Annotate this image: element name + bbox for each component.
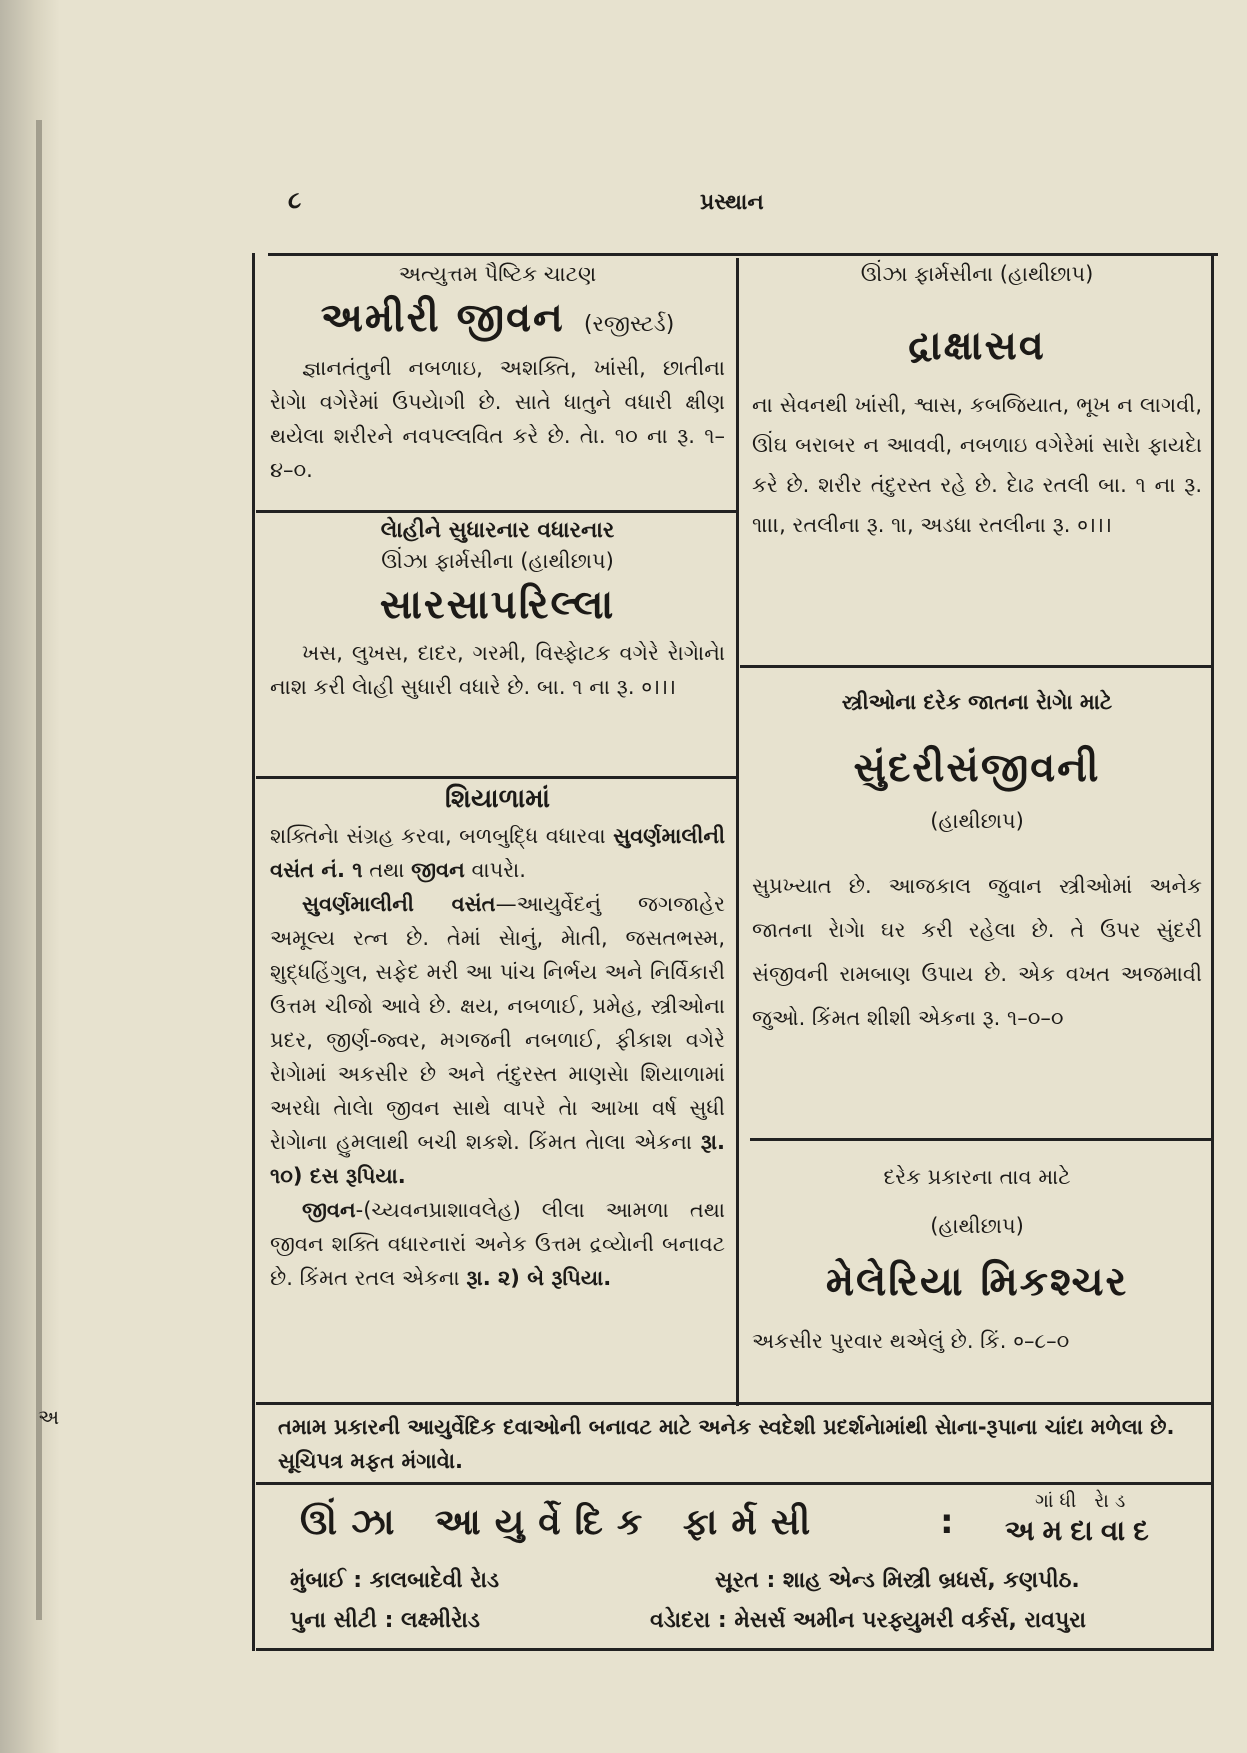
ad-body: ના સેવનથી ખાંસી, શ્વાસ, કબજિયાત, ભૂખ ન લાગવી, ઊંઘ બરાબર ન આવવી, નબળાઇ વગેરેમાં સારેા ફાયદેા કરે છે. શરીર તંદુરસ્ત રહે છે. દેાઢ રતલી બા. ૧ ના રૂ. ૧।।।, રતલીના રૂ. ૧।, અડધા રતલીના રૂ. ०।।। [752, 393, 1202, 537]
bottom-rule [256, 1648, 1212, 1651]
ad-sarsaparilla [270, 518, 725, 704]
notice-top-rule [256, 1402, 1212, 1405]
ad-title: શિયાળામાં [445, 784, 550, 814]
intro-product: સુવર્ણમાલીની વસંત નં. ૧ [270, 824, 725, 882]
intro-jivan: જીવન [411, 858, 465, 882]
ad-maker: ઊંઝા ફાર્મસીના (હાથીછાપ) [860, 262, 1094, 286]
company-road: ગાંધી રેાડ [1035, 1490, 1132, 1512]
para-head: જીવન [302, 1198, 356, 1222]
page-number: ૮ [288, 186, 302, 214]
left-rule-2 [256, 776, 736, 779]
page-title: પ્રસ્થાન [700, 190, 764, 215]
branch-pune: પુના સીટી : લક્ષ્મીરેાડ [290, 1608, 480, 1633]
branch-vadodara: વડેાદરા : મેસર્સ અમીન પરફ્યુમરી વર્કર્સ, રાવપુરા [650, 1608, 1086, 1633]
ad-name: અમીરી જીવન [320, 295, 565, 341]
awards-notice: તમામ પ્રકારની આયુર્વેદિક દવાઓની બનાવટ માટે અનેક સ્વદેશી પ્રદર્શનેામાંથી સેાના-રૂપાના ચાંદા મળેલા છે. સૂચિપત્ર મફત મંગાવેા. [278, 1415, 1175, 1473]
ad-winter [270, 784, 725, 1295]
ad-kicker: લેાહીને સુધારનાર વધારનાર [380, 518, 615, 543]
ad-name: મેલેરિયા મિકશ્ચર [825, 1259, 1129, 1305]
ad-kicker: દરેક પ્રકારના તાવ માટે [883, 1165, 1071, 1189]
ad-kicker: અત્યુત્તમ પૈષ્ટિક ચાટણ [398, 262, 597, 286]
intro-and: તથા [369, 858, 405, 882]
column-divider [736, 258, 739, 1406]
ad-malaria-mixture [752, 1165, 1202, 1355]
ad-intro [270, 819, 725, 887]
ad-name: સુંદરીસંજીવની [853, 745, 1101, 791]
ad-para-2 [270, 1193, 725, 1295]
notice-bottom-rule [256, 1482, 1212, 1485]
top-rule [268, 253, 1218, 256]
ad-body: સુપ્રખ્યાત છે. આજકાલ જુવાન સ્ત્રીઓમાં અનેક જાતના રેાગેા ઘર કરી રહેલા છે. તે ઉપર સુંદરી સંજીવની રામબાણ ઉપાય છે. એક વખત અજમાવી જુઓ. કિંમત શીશી એકના રૂ. ૧–૦–૦ [752, 874, 1202, 1030]
ad-para-1 [270, 887, 725, 1193]
margin-mark: અ [38, 1405, 60, 1429]
para-price: રૂા. ૨) બે રૂપિયા. [466, 1266, 612, 1290]
company-colon: : [940, 1502, 954, 1542]
ad-sundari-sanjivani [752, 690, 1202, 1040]
ad-name: સારસાપરિલ્લા [379, 582, 616, 628]
intro-use: વાપરેા. [471, 858, 526, 882]
para-text: —આયુર્વેદનું જગજાહેર અમૂલ્ય રત્ન છે. તેમાં સેાનું, મેાતી, જસતભસ્મ, શુદ્ધહિંગુલ, સફેદ મરી આ પાંચ નિર્ભય અને નિર્વિકારી ઉત્તમ ચીજો આવે છે. ક્ષય, નબળાઈ, પ્રમેહ, સ્ત્રીઓના પ્રદર, જીર્ણ-જ્વર, મગજની નબળાઈ, ફીકાશ વગેરે રેાગેામાં અકસીર છે અને તંદુરસ્ત માણસેા શિયાળામાં અરધેા તેાલેા જીવન સાથે વાપરે તેા આખા વર્ષ સુધી રેાગેાના હુમલાથી બચી શકશે. કિંમત તેાલા એકના [270, 892, 725, 1154]
company-name: ઊંઝા આયુર્વેદિક ફાર્મસી [300, 1502, 825, 1543]
para-head: સુવર્ણમાલીની વસંત [302, 892, 496, 916]
ad-body: ખસ, લુખસ, દાદર, ગરમી, વિસ્ફેાટક વગેરે રેાગેાનેા નાશ કરી લેાહી સુધારી વધારે છે. બા. ૧ ના રૂ. ०।।। [270, 641, 725, 699]
page-header [0, 186, 1247, 226]
page-edge [0, 0, 60, 1753]
company-city: અમદાવાદ [1005, 1514, 1157, 1547]
ad-amiri-jivan [270, 262, 725, 487]
ad-body: જ્ઞાનતંતુની નબળાઇ, અશક્તિ, ખાંસી, છાતીના રેાગેા વગેરેમાં ઉપયેાગી છે. સાતે ધાતુને વધારી ક્ષીણ થયેલા શરીરને નવપલ્લવિત કરે છે. તેા. ૧૦ ના રૂ. ૧–૪–૦. [270, 356, 725, 482]
para-text: -(ચ્યવનપ્રાશાવલેહ) લીલા આમળા તથા જીવન શક્તિ વધારનારાં અનેક ઉત્તમ દ્રવ્યેાની બનાવટ છે. કિંમત રતલ એકના [270, 1198, 725, 1290]
ad-tag: (હાથીછાપ) [930, 809, 1024, 833]
ad-body: અકસીર પુરવાર થએલું છે. કિં. ०–૮–૦ [752, 1329, 1070, 1353]
ad-kicker: સ્ત્રીઓના દરેક જાતના રેાગેા માટે [841, 690, 1113, 714]
footer-company-line [300, 1490, 1200, 1547]
ad-drakshasav [752, 262, 1202, 545]
branch-mumbai: મુંબાઈ : કાલબાદેવી રેાડ [290, 1568, 500, 1593]
para-price: રૂા. ૧૦) દસ રૂપિયા. [270, 1130, 725, 1188]
right-rule-2 [750, 1138, 1212, 1141]
ad-tag: (રજીસ્ટર્ડ) [583, 312, 675, 337]
intro-text: શક્તિનેા સંગ્રહ કરવા, બળબુદ્ધિ વધારવા [270, 824, 606, 848]
ad-maker: ઊંઝા ફાર્મસીના (હાથીછાપ) [381, 549, 614, 573]
page-edge-line [36, 120, 42, 1620]
ad-name: દ્રાક્ષાસવ [908, 323, 1046, 369]
ad-tag: (હાથીછાપ) [930, 1214, 1024, 1238]
branch-surat: સૂરત : શાહ એન્ડ મિસ્ત્રી બ્રધર્સ, કણપીઠ. [715, 1568, 1080, 1593]
left-rule-1 [256, 510, 736, 513]
ad-name-line [270, 295, 725, 341]
right-rule-1 [740, 665, 1212, 668]
